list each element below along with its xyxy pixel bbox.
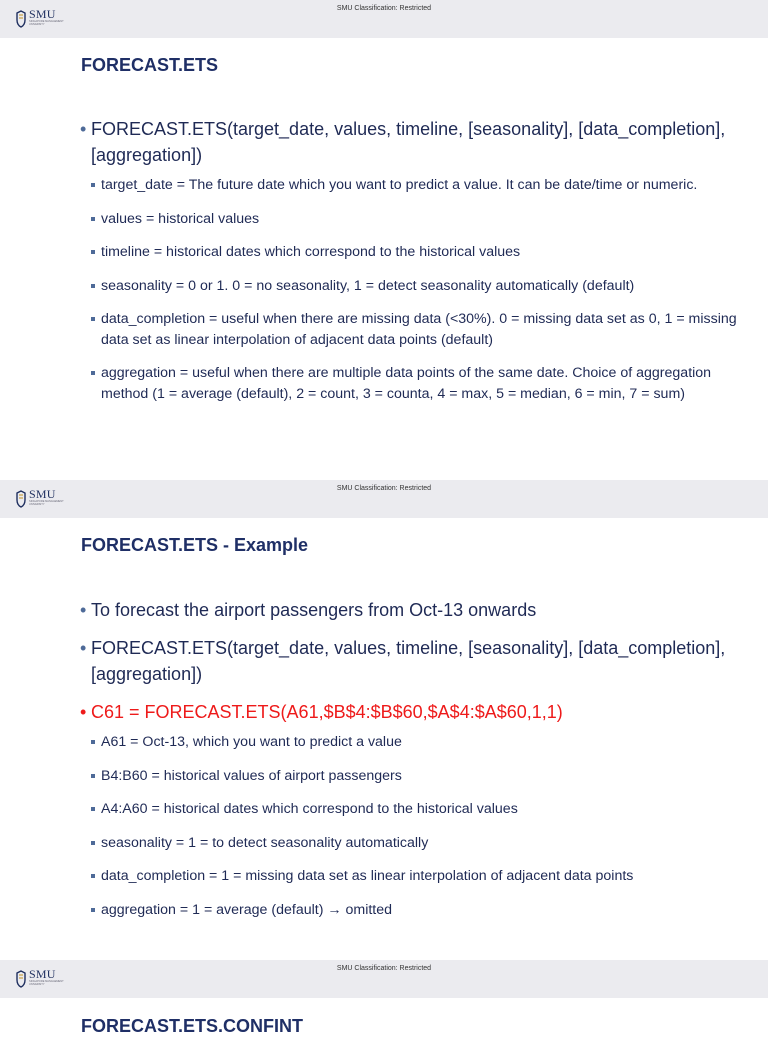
slide-content [80, 116, 740, 404]
formula-bullet [80, 699, 740, 725]
sub-bullet [80, 363, 740, 404]
slide-title: FORECAST.ETS.CONFINT [81, 1016, 304, 1036]
classification-label: SMU Classification: Restricted [336, 965, 432, 972]
bullet-dot-icon: • [80, 600, 87, 620]
bullet [80, 597, 740, 623]
logo-subtext: SINGAPORE MANAGEMENT UNIVERSITY [29, 500, 64, 506]
sub-bullet-text: data_completion = useful when there are missing data (<30%). 0 = missing data set as 0, 1 = missing data set as linear interpolation of adjacent data points (default) [101, 311, 737, 348]
classification-label: SMU Classification: Restricted [336, 5, 432, 12]
sub-bullet-text: data_completion = 1 = missing data set as linear interpolation of adjacent data points [101, 868, 634, 884]
sub-bullet [80, 309, 740, 350]
square-bullet-icon [91, 774, 95, 778]
bullet-dot-icon: • [80, 119, 87, 139]
sub-bullet-text: A61 = Oct-13, which you want to predict a value [101, 734, 402, 750]
slide-forecast-ets [0, 0, 768, 480]
bullet [80, 635, 740, 687]
formula-text: C61 = FORECAST.ETS(A61,$B$4:$B$60,$A$4:$A$60,1,1) [91, 702, 563, 722]
logo-wordmark: SMU [29, 967, 56, 981]
bullet-text: FORECAST.ETS(target_date, values, timeline, [seasonality], [data_completion], [aggregation]) [91, 119, 726, 165]
sub-bullet [80, 209, 740, 230]
slide-header [0, 480, 768, 518]
bullet-dot-icon: • [80, 702, 87, 722]
square-bullet-icon [91, 371, 95, 375]
sub-bullet [80, 833, 740, 854]
sub-bullet [80, 900, 740, 921]
sub-bullet [80, 799, 740, 820]
square-bullet-icon [91, 250, 95, 254]
square-bullet-icon [91, 740, 95, 744]
sub-bullet-text: timeline = historical dates which correspond to the historical values [101, 244, 521, 260]
smu-logo-icon [15, 969, 27, 989]
logo-subtext: SINGAPORE MANAGEMENT UNIVERSITY [29, 980, 64, 986]
sub-bullet [80, 276, 740, 297]
sub-bullet [80, 766, 740, 787]
slide-forecast-ets-confint [0, 960, 768, 1036]
square-bullet-icon [91, 317, 95, 321]
slide-title: FORECAST.ETS - Example [81, 535, 309, 555]
sub-bullet-text: aggregation = 1 = average (default) → omitted [101, 901, 393, 918]
bullet [80, 116, 740, 168]
smu-logo-icon [15, 9, 27, 29]
square-bullet-icon [91, 217, 95, 221]
square-bullet-icon [91, 841, 95, 845]
logo-subtext: SINGAPORE MANAGEMENT UNIVERSITY [29, 20, 64, 26]
logo-wordmark: SMU [29, 7, 56, 21]
slide-title: FORECAST.ETS [81, 55, 219, 75]
square-bullet-icon [91, 284, 95, 288]
sub-bullet-text: aggregation = useful when there are multiple data points of the same date. Choice of aggregation method (1 = average (default), 2 = count, 3 = counta, 4 = max, 5 = median, 6 = min, 7 = sum) [101, 365, 712, 402]
bullet-dot-icon: • [80, 638, 87, 658]
sub-bullet [80, 242, 740, 263]
sub-bullet-text: target_date = The future date which you want to predict a value. It can be date/time or numeric. [101, 177, 698, 193]
slide-header [0, 960, 768, 998]
sub-bullet [80, 175, 740, 196]
sub-bullet-text: values = historical values [101, 210, 260, 227]
sub-bullet-text: B4:B60 = historical values of airport passengers [101, 767, 402, 784]
sub-bullet-text: seasonality = 0 or 1. 0 = no seasonality, 1 = detect seasonality automatically (default) [101, 277, 635, 294]
square-bullet-icon [91, 183, 95, 187]
square-bullet-icon [91, 874, 95, 878]
sub-bullet-text: A4:A60 = historical dates which correspond to the historical values [101, 801, 518, 817]
slide-content [80, 597, 740, 920]
sub-bullet-text: seasonality = 1 = to detect seasonality automatically [101, 834, 429, 851]
slide-header [0, 0, 768, 38]
slide-forecast-ets-example [0, 480, 768, 960]
square-bullet-icon [91, 908, 95, 912]
bullet-text: FORECAST.ETS(target_date, values, timeline, [seasonality], [data_completion], [aggregation]) [91, 638, 726, 684]
sub-bullet [80, 732, 740, 753]
smu-logo-icon [15, 489, 27, 509]
classification-label: SMU Classification: Restricted [336, 485, 432, 492]
bullet-text: To forecast the airport passengers from Oct-13 onwards [91, 600, 537, 620]
logo-wordmark: SMU [29, 487, 56, 501]
square-bullet-icon [91, 807, 95, 811]
sub-bullet [80, 866, 740, 887]
